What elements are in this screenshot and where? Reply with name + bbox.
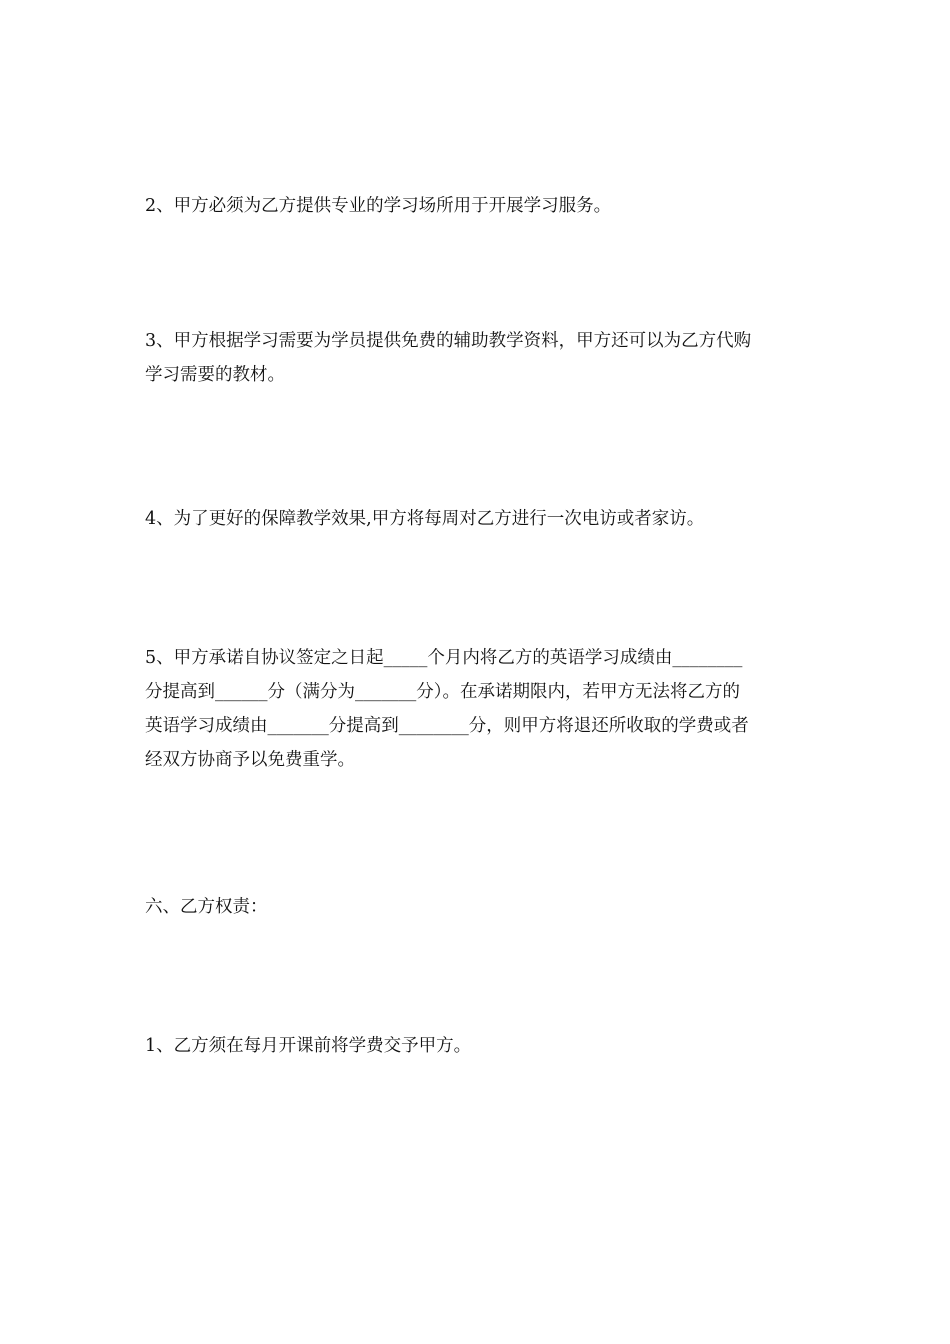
clause-3-line-1: 3、甲方根据学习需要为学员提供免费的辅助教学资料，甲方还可以为乙方代购 xyxy=(145,331,752,351)
clause-5-line-3: 英语学习成绩由_______分提高到________分，则甲方将退还所收取的学费或者 xyxy=(145,716,749,736)
clause-3-line-2: 学习需要的教材。 xyxy=(145,365,285,385)
clause-5-line-4: 经双方协商予以免费重学。 xyxy=(145,750,355,770)
clause-2-line-1: 2、甲方必须为乙方提供专业的学习场所用于开展学习服务。 xyxy=(145,196,612,216)
clause-5-line-1: 5、甲方承诺自协议签定之日起_____个月内将乙方的英语学习成绩由________ xyxy=(145,648,743,668)
clause-3 xyxy=(145,324,810,392)
section-6-clause-1 xyxy=(145,1029,810,1063)
section-6-clause-1-line-1: 1、乙方须在每月开课前将学费交予甲方。 xyxy=(145,1036,472,1056)
section-6-heading-text: 六、乙方权责： xyxy=(145,897,268,917)
clause-5-line-2: 分提高到______分（满分为_______分）。在承诺期限内，若甲方无法将乙方的 xyxy=(145,682,740,702)
section-6-heading xyxy=(145,890,810,924)
clause-2 xyxy=(145,189,810,223)
clause-4 xyxy=(145,502,810,536)
clause-4-line-1: 4、为了更好的保障教学效果,甲方将每周对乙方进行一次电访或者家访。 xyxy=(145,509,705,529)
clause-5 xyxy=(145,641,810,777)
